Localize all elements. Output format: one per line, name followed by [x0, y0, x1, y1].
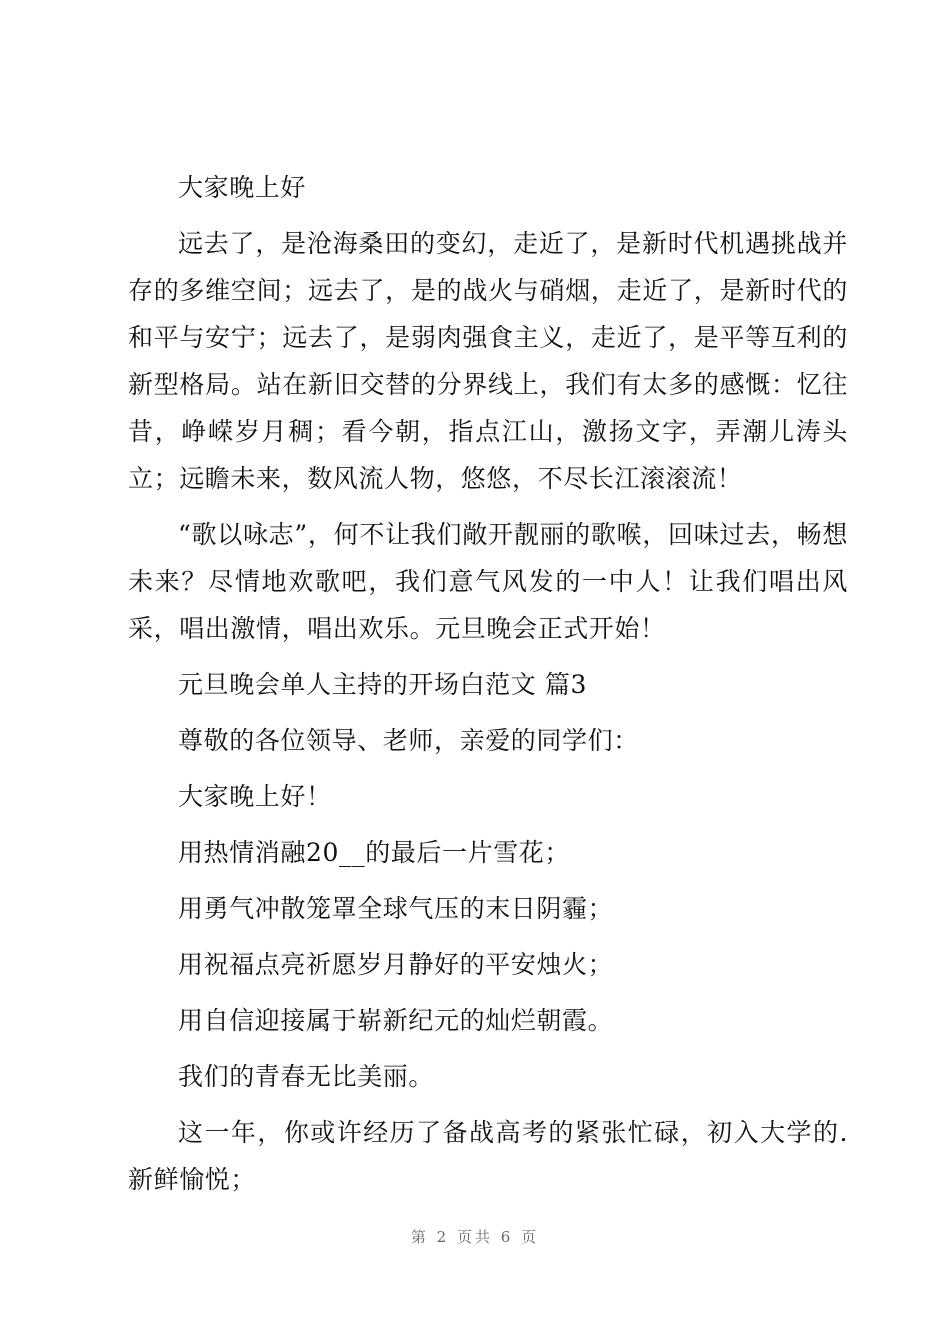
body-paragraph: “歌以咏志”，何不让我们敞开靓丽的歌喉，回味过去，畅想未来？尽情地欢歌吧，我们意气风发的一中人！让我们唱出风采，唱出激情，唱出欢乐。元旦晚会正式开始！ — [128, 520, 848, 643]
body-paragraph: 用祝福点亮祈愿岁月静好的平安烛火； — [178, 950, 614, 979]
greeting-paragraph: 大家晚上好 — [178, 173, 307, 202]
salutation-paragraph: 尊敬的各位领导、老师，亲爱的同学们： — [178, 726, 639, 755]
document-body — [128, 164, 848, 1212]
body-paragraph: 远去了，是沧海桑田的变幻，走近了，是新时代机遇挑战并存的多维空间；远去了，是的战火与硝烟，走近了，是新时代的和平与安宁；远去了，是弱肉强食主义，走近了，是平等互利的新型格局。站在新旧交替的分界线上，我们有太多的感慨：忆往昔，峥嵘岁月稠；看今朝，指点江山，激扬文字，弄潮儿涛头立；远瞻未来，数风流人物，悠悠，不尽长江滚滚流！ — [128, 229, 848, 493]
body-paragraph: 这一年，你或许经历了备战高考的紧张忙碌，初入大学的.新鲜愉悦； — [128, 1118, 848, 1194]
body-paragraph: 用自信迎接属于崭新纪元的灿烂朝霞。 — [178, 1006, 614, 1035]
section-heading: 元旦晚会单人主持的开场白范文 篇3 — [178, 670, 588, 699]
page-number-footer: 第 2 页共 6 页 — [410, 1228, 540, 1246]
body-paragraph: 用热情消融20__的最后一片雪花； — [178, 838, 571, 867]
body-paragraph: 用勇气冲散笼罩全球气压的末日阴霾； — [178, 894, 614, 923]
greeting-paragraph: 大家晚上好！ — [178, 782, 332, 811]
body-paragraph: 我们的青春无比美丽。 — [178, 1062, 435, 1091]
